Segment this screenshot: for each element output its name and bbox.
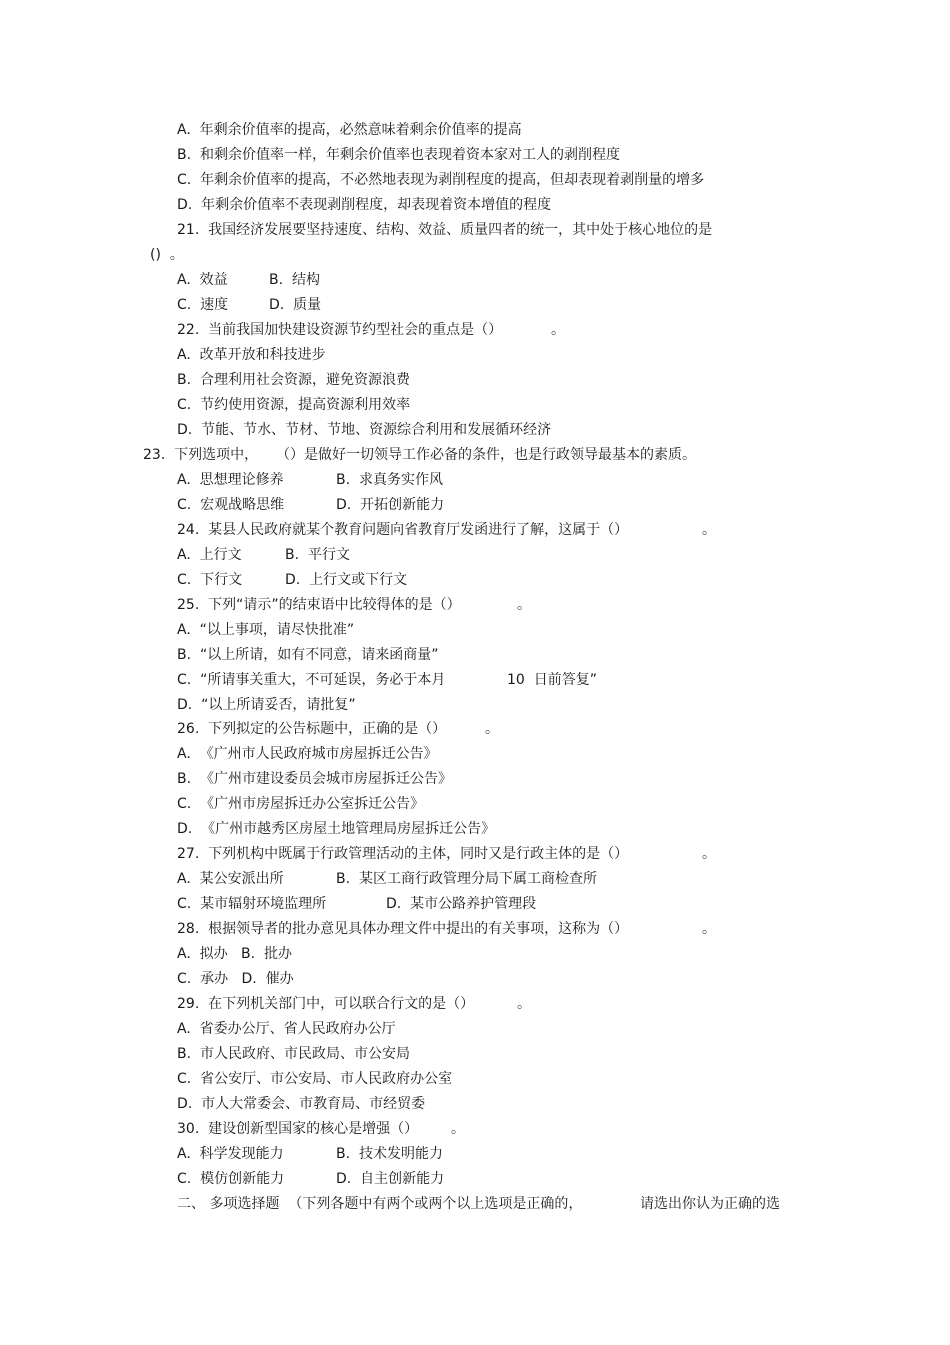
option-line: D. 《广州市越秀区房屋土地管理局房屋拆迁公告》 [177, 821, 496, 837]
question-21: 21. 我国经济发展要坚持速度、结构、效益、质量四者的统一，其中处于核心地位的是 [177, 222, 713, 238]
option-line: D. 上行文或下行文 [285, 572, 408, 588]
option-line: C. 年剩余价值率的提高，不必然地表现为剥削程度的提高，但却表现着剥削量的增多 [177, 172, 705, 188]
option-line: B. 技术发明能力 [336, 1146, 443, 1162]
question-27-end: 。 [702, 846, 716, 862]
option-line: C. 《广州市房屋拆迁办公室拆迁公告》 [177, 796, 425, 812]
option-line: C. 承办 D. 催办 [177, 971, 294, 987]
option-line: C. 节约使用资源，提高资源利用效率 [177, 397, 411, 413]
option-line: A. “以上事项，请尽快批准” [177, 622, 355, 638]
question-28: 28. 根据领导者的批办意见具体办理文件中提出的有关事项，这称为（） [177, 921, 629, 937]
question-29-end: 。 [517, 996, 531, 1012]
option-line: D. “以上所请妥否，请批复” [177, 697, 356, 713]
option-line: B. 平行文 [285, 547, 350, 563]
option-line: C. 速度 [177, 297, 229, 313]
question-29: 29. 在下列机关部门中，可以联合行文的是（） [177, 996, 475, 1012]
option-line: A. 《广州市人民政府城市房屋拆迁公告》 [177, 746, 438, 762]
option-line: A. 上行文 [177, 547, 242, 563]
option-line: A. 年剩余价值率的提高，必然意味着剩余价值率的提高 [177, 122, 522, 138]
option-line: C. 某市辐射环境监理所 [177, 896, 327, 912]
option-line: D. 节能、节水、节材、节地、资源综合利用和发展循环经济 [177, 422, 552, 438]
option-line: B. 求真务实作风 [336, 472, 443, 488]
question-23: 23. 下列选项中， （）是做好一切领导工作必备的条件，也是行政领导最基本的素质。 [143, 447, 696, 463]
question-30-end: 。 [451, 1121, 465, 1137]
question-24: 24. 某县人民政府就某个教育问题向省教育厅发函进行了解，这属于（） [177, 522, 629, 538]
question-25: 25. 下列“请示”的结束语中比较得体的是（） [177, 597, 461, 613]
option-line: D. 市人大常委会、市教育局、市经贸委 [177, 1096, 426, 1112]
option-line: B. 结构 [269, 272, 320, 288]
option-line: B. “以上所请，如有不同意，请来函商量” [177, 647, 439, 663]
section-heading: 二、 多项选择题 （下列各题中有两个或两个以上选项是正确的， [177, 1196, 583, 1212]
question-22: 22. 当前我国加快建设资源节约型社会的重点是（） [177, 322, 503, 338]
option-line: D. 某市公路养护管理段 [386, 896, 537, 912]
option-line: B. 《广州市建设委员会城市房屋拆迁公告》 [177, 771, 452, 787]
option-line: B. 市人民政府、市民政局、市公安局 [177, 1046, 410, 1062]
option-line: C. 下行文 [177, 572, 243, 588]
question-21-continuation: () 。 [150, 247, 184, 263]
option-line: B. 合理利用社会资源，避免资源浪费 [177, 372, 410, 388]
option-line: A. 改革开放和科技进步 [177, 347, 326, 363]
question-28-end: 。 [702, 921, 716, 937]
option-line: D. 自主创新能力 [336, 1171, 445, 1187]
option-line: A. 省委办公厅、省人民政府办公厅 [177, 1021, 396, 1037]
question-26: 26. 下列拟定的公告标题中，正确的是（） [177, 721, 447, 737]
question-30: 30. 建设创新型国家的核心是增强（） [177, 1121, 419, 1137]
option-line: 10 日前答复” [507, 672, 597, 688]
option-line: A. 科学发现能力 [177, 1146, 284, 1162]
option-line: C. 宏观战略思维 [177, 497, 285, 513]
option-line: A. 效益 [177, 272, 228, 288]
question-25-end: 。 [517, 597, 531, 613]
option-line: B. 和剩余价值率一样，年剩余价值率也表现着资本家对工人的剥削程度 [177, 147, 620, 163]
question-27: 27. 下列机构中既属于行政管理活动的主体，同时又是行政主体的是（） [177, 846, 629, 862]
option-line: A. 思想理论修养 [177, 472, 284, 488]
option-line: B. 某区工商行政管理分局下属工商检查所 [336, 871, 597, 887]
option-line: D. 质量 [269, 297, 322, 313]
option-line: C. “所请事关重大，不可延误，务必于本月 [177, 672, 446, 688]
option-line: D. 年剩余价值率不表现剥削程度，却表现着资本增值的程度 [177, 197, 552, 213]
option-line: A. 某公安派出所 [177, 871, 284, 887]
option-line: D. 开拓创新能力 [336, 497, 445, 513]
question-26-end: 。 [485, 721, 499, 737]
question-24-end: 。 [702, 522, 716, 538]
option-line: C. 模仿创新能力 [177, 1171, 285, 1187]
option-line: A. 拟办 B. 批办 [177, 946, 292, 962]
section-heading-continuation: 请选出你认为正确的选 [640, 1196, 780, 1212]
question-22-end: 。 [551, 322, 565, 338]
option-line: C. 省公安厅、市公安局、市人民政府办公室 [177, 1071, 453, 1087]
